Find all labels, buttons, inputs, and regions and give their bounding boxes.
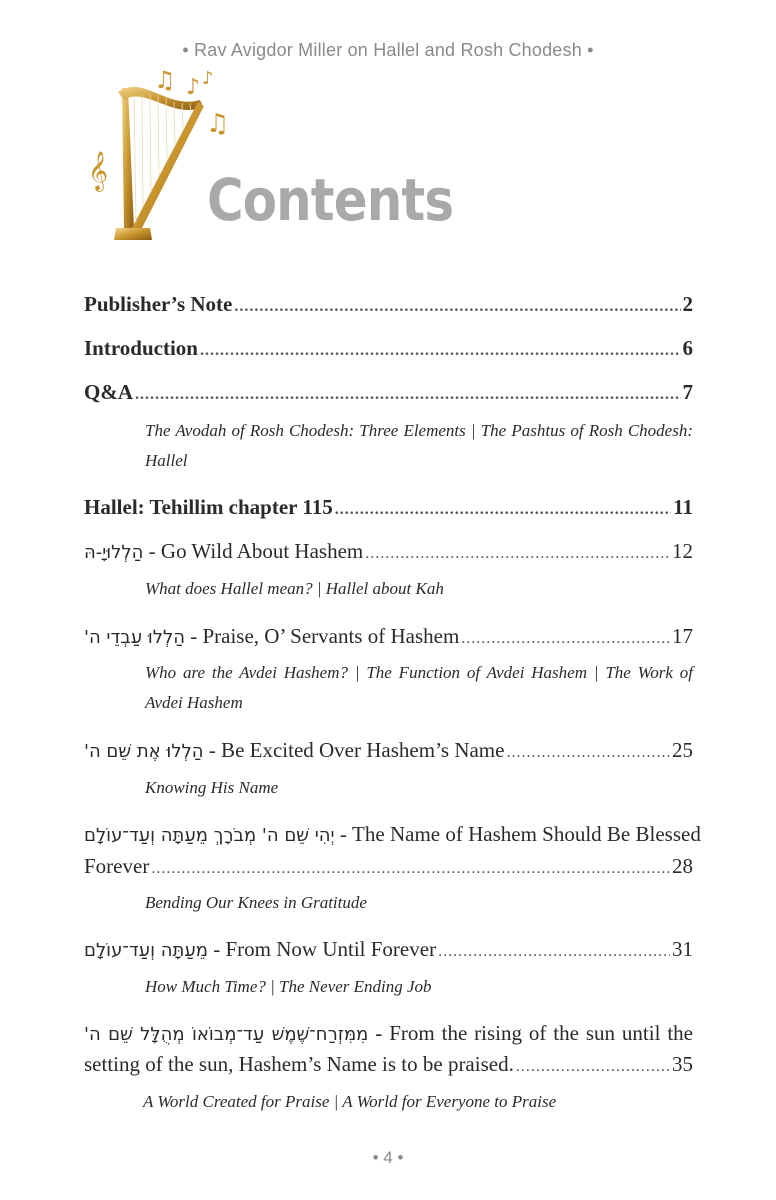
dot-leader <box>461 630 670 648</box>
hebrew-verse: יְהִי שֵׁם ה' מְבֹרָךְ מֵעַתָּה וְעַד־עוֹלָם <box>84 825 335 846</box>
toc-subtopics-from-now: How Much Time? | The Never Ending Job <box>145 977 432 996</box>
toc-entry-be-excited[interactable]: הַלְלוּ אֶת שֵׁם ה' - Be Excited Over Hashem’s Name ..... 25 <box>84 738 693 763</box>
toc-entry-rising-sun-line2[interactable]: setting of the sun, Hashem’s Name is to be praised. ..... 35 <box>84 1052 693 1077</box>
svg-text:♪: ♪ <box>186 75 201 100</box>
toc-subtopics-be-excited: Knowing His Name <box>145 778 279 797</box>
page-title: Contents <box>207 166 454 234</box>
dot-leader <box>135 386 681 404</box>
toc-entry-from-now-until-forever[interactable]: מֵעַתָּה וְעַד־עוֹלָם - From Now Until Forever ..... 31 <box>84 937 693 962</box>
dot-leader <box>335 501 671 519</box>
running-header: • Rav Avigdor Miller on Hallel and Rosh Chodesh • <box>182 40 594 60</box>
hebrew-verse: הַלְלוּ עַבְדֵי ה' <box>84 627 185 648</box>
svg-text:𝄞: 𝄞 <box>88 151 109 191</box>
toc-subtopics-name-blessed: Bending Our Knees in Gratitude <box>145 893 367 912</box>
toc-entry-name-blessed-line2[interactable]: Forever ..... 28 <box>84 854 693 879</box>
toc-entry-hallel-tehillim-115[interactable]: Hallel: Tehillim chapter 115 ..... 11 <box>84 495 693 520</box>
toc-entry-praise-servants[interactable]: הַלְלוּ עַבְדֵי ה' - Praise, O’ Servants of Hashem ..... 17 <box>84 624 693 649</box>
svg-text:♫: ♫ <box>206 109 230 139</box>
hebrew-verse: מִמִּזְרַח־שֶׁמֶשׁ עַד־מְבוֹאוֹ מְהֻלָּל שֵׁם ה' <box>84 1024 369 1045</box>
hebrew-verse: הַלְלוּיָ-הּ <box>84 542 144 563</box>
svg-text:♪: ♪ <box>202 68 214 89</box>
hebrew-verse: הַלְלוּ אֶת שֵׁם ה' <box>84 741 204 762</box>
toc-subtopics-rising-sun: A World Created for Praise | A World for Everyone to Praise <box>143 1092 557 1111</box>
dot-leader <box>516 1058 670 1076</box>
toc-entry-go-wild-about-hashem[interactable]: הַלְלוּיָ-הּ - Go Wild About Hashem ..... 12 <box>84 539 693 564</box>
toc-entry-name-blessed-line1[interactable]: יְהִי שֵׁם ה' מְבֹרָךְ מֵעַתָּה וְעַד־עוֹלָם - The Name of Hashem Should Be Blessed <box>84 822 701 846</box>
dot-leader <box>438 943 670 961</box>
page-number: • 4 • <box>372 1148 404 1167</box>
toc-entry-qa[interactable]: Q&A ..... 7 <box>84 380 693 405</box>
dot-leader <box>506 744 670 762</box>
toc-subtopics-praise-servants: Who are the Avdei Hashem? | The Function of Avdei Hashem | The Work of Avdei Hashem <box>145 663 693 712</box>
dot-leader <box>151 860 670 878</box>
toc-entry-publishers-note[interactable]: Publisher’s Note ..... 2 <box>84 292 693 317</box>
toc-entry-rising-sun-line1[interactable]: מִמִּזְרַח־שֶׁמֶשׁ עַד־מְבוֹאוֹ מְהֻלָּל שֵׁם ה' - From the rising of the sun until the <box>84 1021 693 1045</box>
svg-text:♫: ♫ <box>154 66 176 94</box>
hebrew-verse: מֵעַתָּה וְעַד־עוֹלָם <box>84 940 208 961</box>
toc-subtopics-go-wild: What does Hallel mean? | Hallel about Kah <box>145 579 444 598</box>
toc-entry-introduction[interactable]: Introduction ..... 6 <box>84 336 693 361</box>
toc-subtopics-qa: The Avodah of Rosh Chodesh: Three Elements | The Pashtus of Rosh Chodesh: Hallel <box>145 421 693 470</box>
dot-leader <box>365 545 670 563</box>
dot-leader <box>234 298 680 316</box>
dot-leader <box>200 342 681 360</box>
